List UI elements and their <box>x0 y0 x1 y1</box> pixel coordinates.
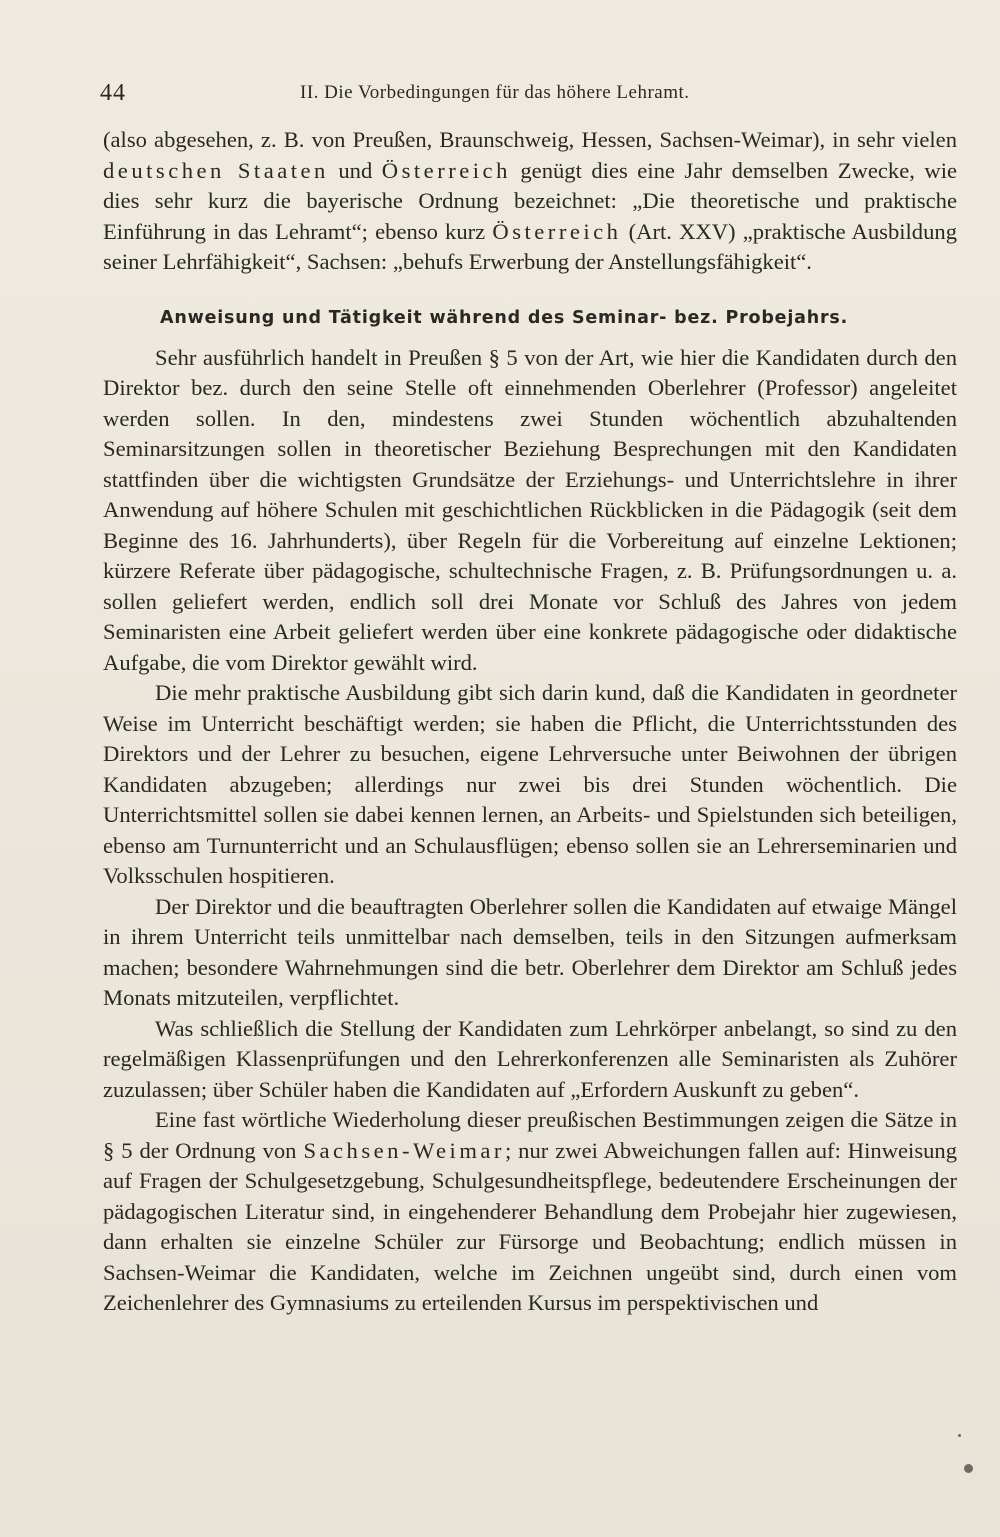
spaced-text: deutschen Staaten <box>103 157 329 183</box>
paragraph-3: Die mehr praktische Ausbildung gibt sich darin kund, daß die Kandidaten in geordneter Weise im Unterricht beschäftigt werden; sie haben die Pflicht, die Unterrichtsstunden des Direktors und der Lehrer zu besuchen, eigene Lehrversuche unter Beiwohnen der übrigen Kandidaten abzugeben; allerdings nur zwei bis drei Stunden wöchentlich. Die Unterrichtsmittel sollen sie dabei kennen lernen, an Arbeits- und Spielstunden sich beteiligen, ebenso am Turnunterricht und an Schulausflügen; ebenso sollen sie an Lehrerseminarien und Volksschulen hospitieren. <box>103 680 957 888</box>
page-number: 44 <box>100 80 126 106</box>
spaced-text: Österreich <box>381 157 511 183</box>
body-text <box>103 125 957 1319</box>
text-run: und <box>328 157 382 183</box>
spaced-text: Österreich <box>492 218 622 244</box>
text-run: (Art. XXV) „praktische Ausbildung seiner Lehrfähigkeit“, Sachsen: „behufs Erwerbung der Anstellungsfähigkeit“. <box>103 218 957 274</box>
text-run: (also abgesehen, z. B. von Preußen, Braunschweig, Hessen, Sachsen-Weimar), in sehr vielen <box>103 127 957 152</box>
text-run: Eine fast wörtliche Wiederholung dieser preußischen Bestimmungen zeigen die Sätze in § 5 der Ordnung von <box>103 1107 957 1163</box>
section-heading: Anweisung und Tätigkeit während des Seminar- bez. Probejahrs. <box>160 307 849 328</box>
paragraph-5: Was schließlich die Stellung der Kandidaten zum Lehrkörper anbelangt, so sind zu den regelmäßigen Klassenprüfungen und den Lehrerkonferenzen alle Seminaristen als Zuhörer zuzulassen; über Schüler haben die Kandidaten auf „Erfordern Auskunft zu geben“. <box>103 1015 957 1102</box>
paragraph-6 <box>103 1105 957 1319</box>
paragraph-4: Der Direktor und die beauftragten Oberlehrer sollen die Kandidaten auf etwaige Mängel in ihrem Unterricht teils unmittelbar nach demselben, teils in den Sitzungen aufmerksam machen; besondere Wahrnehmungen sind die betr. Oberlehrer dem Direktor am Schluß jedes Monats mitzuteilen, verpflichtet. <box>103 893 957 1010</box>
page-header <box>100 80 960 110</box>
ink-spot <box>964 1464 973 1473</box>
text-run: genügt dies eine Jahr demselben Zwecke, wie dies sehr kurz die bayerische Ordnung bezeichnet: „Die theoretische und praktische Einführung in das Lehramt“; ebenso kurz <box>103 157 958 244</box>
running-head: II. Die Vorbedingungen für das höhere Lehramt. <box>300 82 690 103</box>
text-run: ; nur zwei Abweichungen fallen auf: Hinweisung auf Fragen der Schulgesetzgebung, Schulgesundheitspflege, bedeutendere Erscheinungen der pädagogischen Literatur sind, in eingehenderer Behandlung dem Probejahr hier zugewiesen, dann erhalten sie einzelne Schüler zur Fürsorge und Beobachtung; endlich müssen in Sachsen-Weimar die Kandidaten, welche im Zeichnen ungeübt sind, durch einen vom Zeichenlehrer des Gymnasiums zu erteilenden Kursus im perspektivischen und <box>103 1137 958 1315</box>
ink-spot <box>958 1434 961 1437</box>
spaced-text: Sachsen-Weimar <box>303 1137 505 1163</box>
paragraph-1 <box>103 125 957 278</box>
paragraph-2: Sehr ausführlich handelt in Preußen § 5 von der Art, wie hier die Kandidaten durch den Direktor bez. durch den seine Stelle oft einnehmenden Oberlehrer (Professor) angeleitet werden sollen. In den, mindestens zwei Stunden wöchentlich abzuhaltenden Seminarsitzungen sollen in theoretischer Beziehung Besprechungen mit den Kandidaten stattfinden über die wichtigsten Grundsätze der Erziehungs- und Unterrichtslehre in ihrer Anwendung auf höhere Schulen mit geschichtlichen Rückblicken in die Pädagogik (seit dem Beginne des 16. Jahrhunderts), über Regeln für die Vorbereitung auf einzelne Lektionen; kürzere Referate über pädagogische, schultechnische Fragen, z. B. Prüfungsordnungen u. a. sollen geliefert werden, endlich soll drei Monate vor Schluß des Jahres von jedem Seminaristen eine Arbeit geliefert werden über eine konkrete pädagogische oder didaktische Aufgabe, die vom Direktor gewählt wird. <box>103 344 957 675</box>
